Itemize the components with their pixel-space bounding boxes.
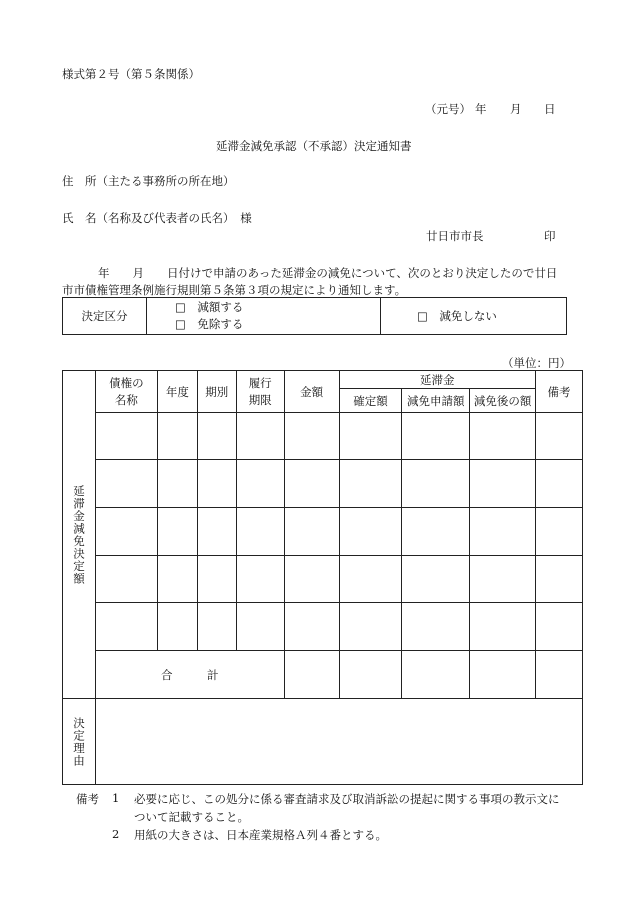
total-label: 合 計 (95, 651, 284, 699)
date-era: （元号） (425, 102, 471, 116)
notes-label: 備考 (76, 792, 99, 806)
address-label: 住 所（主たる事務所の所在地） (62, 174, 235, 188)
note-2-text: 用紙の大きさは、日本産業規格Ａ列４番とする。 (134, 828, 387, 842)
header-confirmed: 確定額 (339, 389, 402, 413)
reason-field[interactable] (95, 699, 582, 785)
option-reduce[interactable]: □ 減額する (175, 300, 244, 314)
option-exempt[interactable]: □ 免除する (175, 317, 244, 331)
header-claim-name: 債権の名称 (95, 371, 157, 413)
header-late-fee: 延滞金 (339, 371, 536, 389)
decision-label: 決定区分 (63, 298, 147, 335)
body-line-2: 市市債権管理条例施行規則第５条第３項の規定により通知します。 (62, 283, 407, 297)
reason-label: 決定理由 (71, 716, 86, 767)
date-day: 日 (544, 102, 556, 116)
option-no-exemption[interactable]: □ 減免しない (381, 298, 567, 335)
date-year: 年 (475, 102, 487, 116)
header-fiscal-year: 年度 (157, 371, 197, 413)
form-number: 様式第２号（第５条関係） (62, 67, 200, 81)
note-1-number: 1 (112, 791, 120, 805)
header-after: 減免後の額 (470, 389, 536, 413)
header-period: 期別 (197, 371, 236, 413)
side-label-cell (63, 371, 96, 699)
decision-table (62, 297, 567, 335)
seal-mark: 印 (544, 229, 556, 243)
issuer: 廿日市市長 (426, 229, 484, 243)
header-remarks: 備考 (536, 371, 583, 413)
side-label: 延滞金減免決定額 (71, 484, 86, 585)
late-fee-table (62, 370, 583, 785)
note-2-number: 2 (112, 827, 120, 841)
header-amount: 金額 (284, 371, 339, 413)
header-requested: 減免申請額 (402, 389, 470, 413)
table-row (63, 508, 583, 556)
table-row (63, 460, 583, 508)
table-row (63, 413, 583, 460)
reason-label-cell (63, 699, 96, 785)
name-label: 氏 名（名称及び代表者の氏名） 様 (62, 211, 252, 225)
header-due-date: 履行期限 (236, 371, 284, 413)
unit-label: （単位：円） (502, 356, 571, 370)
table-row (63, 556, 583, 603)
note-1-line-1: 必要に応じ、この処分に係る審査請求及び取消訴訟の提起に関する事項の教示文に (134, 792, 560, 806)
body-line-1: 年 月 日付けで申請のあった延滞金の減免について、次のとおり決定したので廿日 (98, 266, 558, 280)
date-month: 月 (510, 102, 522, 116)
document-title: 延滞金減免承認（不承認）決定通知書 (216, 139, 412, 153)
table-row (63, 603, 583, 651)
note-1-line-2: ついて記載すること。 (134, 810, 249, 824)
